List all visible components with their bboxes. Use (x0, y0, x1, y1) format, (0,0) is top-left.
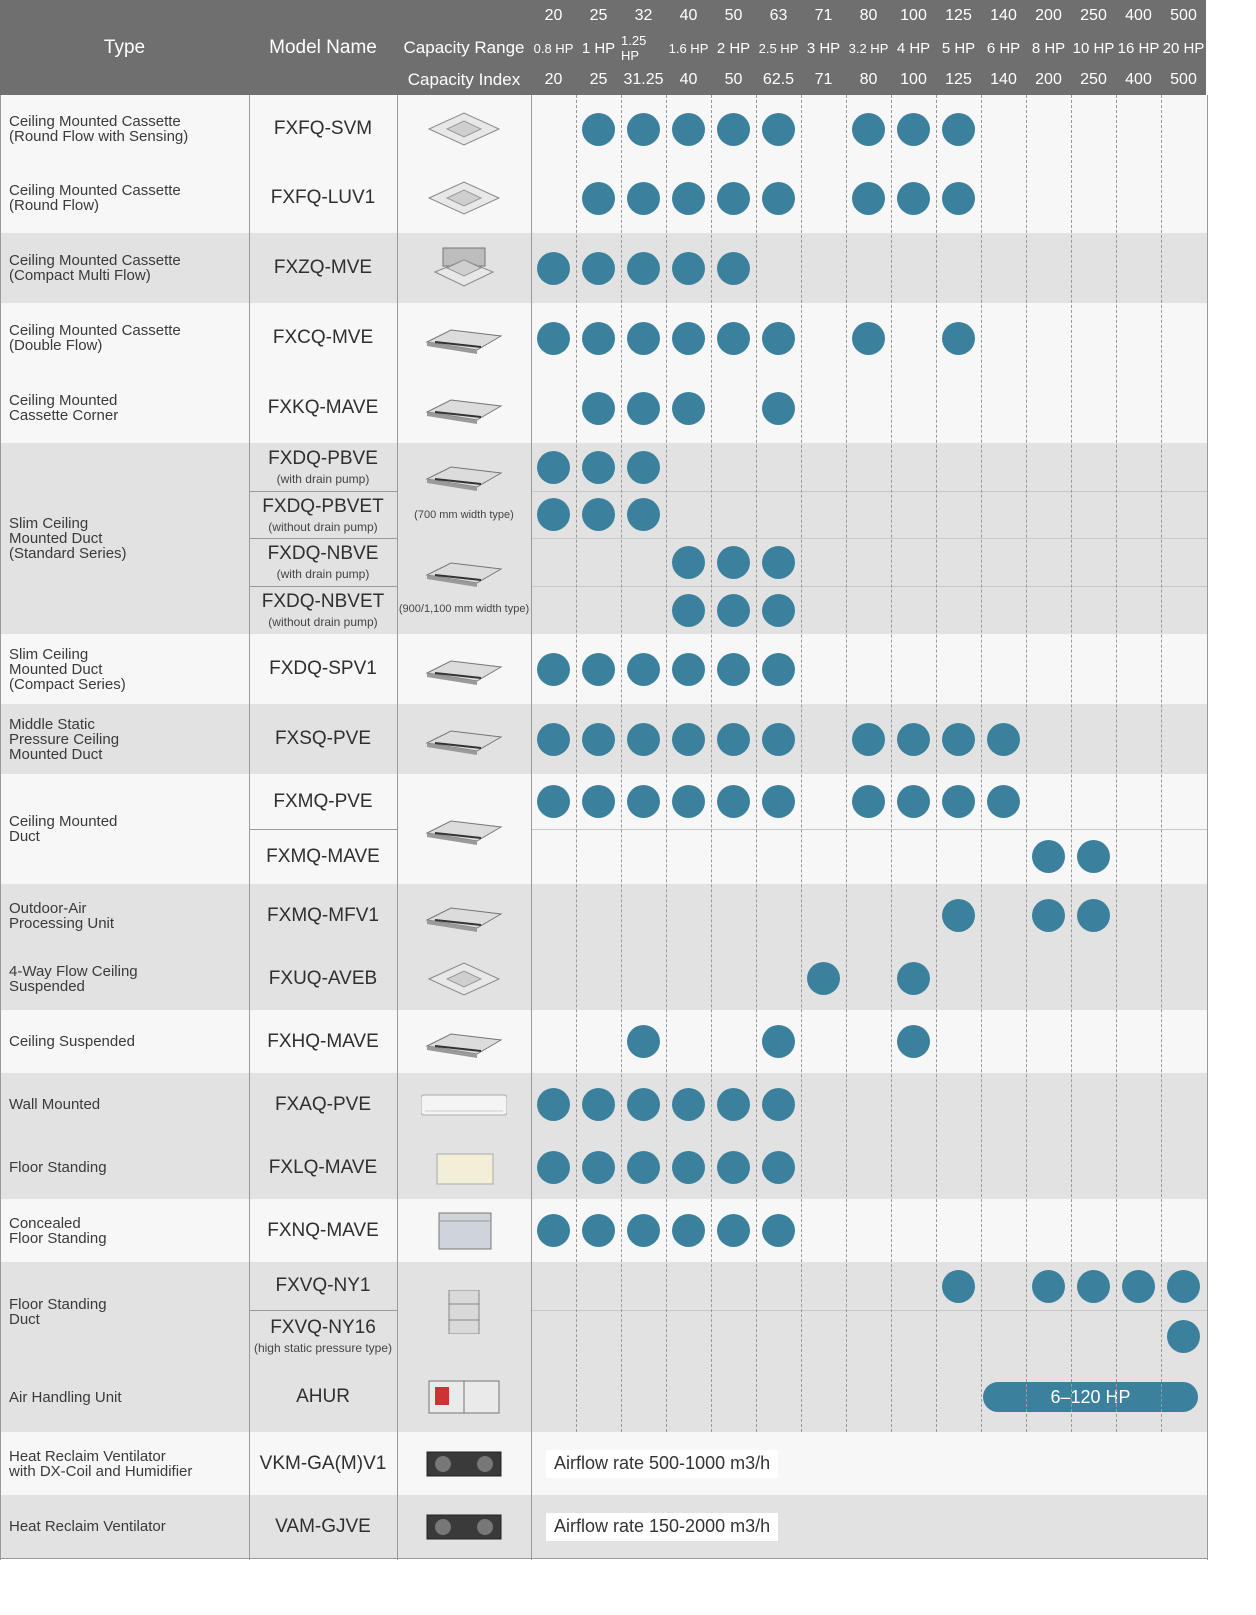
wall-mounted-icon (421, 1083, 507, 1127)
capacity-dot-32 (627, 723, 660, 756)
model-code: AHUR (296, 1386, 350, 1407)
capacity-dot-63 (762, 392, 795, 425)
capacity-dot-200 (1032, 840, 1065, 873)
device-type: Middle Static Pressure Ceiling Mounted Duct (9, 715, 120, 763)
capacity-dot-32 (627, 392, 660, 425)
slim-duct-compact-icon (421, 647, 507, 691)
capacity-dot-250 (1077, 1270, 1110, 1303)
model-name (249, 233, 397, 303)
column-divider (531, 95, 532, 1560)
model-code: FXFQ-LUV1 (270, 187, 376, 208)
capacity-dot-63 (762, 322, 795, 355)
four-way-suspended-icon (421, 957, 507, 1001)
model-code: FXAQ-PVE (274, 1093, 372, 1115)
model-code: FXDQ-PBVET (262, 495, 384, 517)
concealed-floor-icon (421, 1209, 507, 1253)
grid-line (756, 95, 757, 1432)
airflow-rate: Airflow rate 500-1000 m3/h (546, 1450, 778, 1478)
header-capacity-8: 100 (891, 0, 936, 32)
subrow-divider (249, 1310, 397, 1311)
header-index-6: 71 (801, 64, 846, 95)
header-hp-14: 20 HP (1161, 32, 1206, 64)
header-capacity-4: 50 (711, 0, 756, 32)
model-code: FXMQ-MAVE (266, 845, 380, 867)
column-divider (249, 95, 250, 1560)
capacity-dot-125 (942, 322, 975, 355)
header-hp-11: 8 HP (1026, 32, 1071, 64)
capacity-dot-125 (942, 723, 975, 756)
device-type: Ceiling Mounted Cassette Corner (9, 392, 119, 424)
subrow-divider (531, 586, 1208, 587)
device-type: Concealed Floor Standing (9, 1214, 107, 1247)
floor-standing-icon (421, 1146, 507, 1190)
capacity-dot-50 (717, 322, 750, 355)
capacity-dot-63 (762, 785, 795, 818)
header-model-name: Model Name (249, 0, 397, 95)
outdoor-air-unit-icon (421, 894, 507, 938)
capacity-dot-40 (672, 1151, 705, 1184)
header-capacity-12: 250 (1071, 0, 1116, 32)
capacity-dot-32 (627, 322, 660, 355)
grid-line (1116, 95, 1117, 1432)
header-capacity-9: 125 (936, 0, 981, 32)
device-type: Ceiling Mounted Duct (9, 813, 118, 845)
model-note: (without drain pump) (268, 615, 378, 629)
model-name (249, 884, 397, 947)
header-capacity-2: 32 (621, 0, 666, 32)
capacity-dot-20 (537, 451, 570, 484)
device-type: 4-Way Flow Ceiling Suspended (9, 962, 138, 995)
header-index-5: 62.5 (756, 64, 801, 95)
capacity-dot-50 (717, 723, 750, 756)
capacity-dot-32 (627, 1088, 660, 1121)
header-hp-4: 2 HP (711, 32, 756, 64)
capacity-dot-80 (852, 182, 885, 215)
model-code: FXFQ-SVM (273, 118, 373, 139)
grid-line (981, 95, 982, 1432)
slim-duct-icon (421, 549, 507, 593)
device-type: Heat Reclaim Ventilator (9, 1518, 166, 1535)
grid-line (576, 95, 577, 1432)
capacity-dot-140 (987, 785, 1020, 818)
model-name (249, 1199, 397, 1262)
header-index-10: 140 (981, 64, 1026, 95)
column-divider (1207, 95, 1208, 1560)
capacity-dot-125 (942, 1270, 975, 1303)
header-index-9: 125 (936, 64, 981, 95)
subrow-divider (249, 829, 397, 830)
capacity-dot-32 (627, 451, 660, 484)
capacity-dot-32 (627, 1214, 660, 1247)
model-note: (without drain pump) (268, 519, 378, 534)
capacity-dot-80 (852, 723, 885, 756)
capacity-dot-80 (852, 113, 885, 146)
grid-line (936, 95, 937, 1432)
capacity-dot-25 (582, 182, 615, 215)
header-index-3: 40 (666, 64, 711, 95)
capacity-dot-32 (627, 113, 660, 146)
capacity-dot-20 (537, 1214, 570, 1247)
capacity-dot-63 (762, 723, 795, 756)
grid-line (1161, 95, 1162, 1432)
model-name (249, 373, 397, 443)
device-type: Slim Ceiling Mounted Duct (Standard Series) (9, 515, 127, 562)
subrow-divider (249, 538, 397, 539)
model-code: FXSQ-PVE (274, 728, 372, 749)
model-name (249, 538, 397, 586)
capacity-dot-20 (537, 1088, 570, 1121)
heat-reclaim-icon (421, 1505, 507, 1549)
header-capacity-6: 71 (801, 0, 846, 32)
header-index-11: 200 (1026, 64, 1071, 95)
header-blank (397, 0, 531, 32)
capacity-dot-100 (897, 1025, 930, 1058)
capacity-dot-50 (717, 182, 750, 215)
capacity-dot-50 (717, 1088, 750, 1121)
capacity-dot-125 (942, 182, 975, 215)
capacity-dot-25 (582, 322, 615, 355)
header-capacity-1: 25 (576, 0, 621, 32)
capacity-dot-80 (852, 785, 885, 818)
capacity-dot-20 (537, 723, 570, 756)
model-name (249, 704, 397, 774)
model-code: FXDQ-PBVE (268, 448, 378, 469)
model-name (249, 1495, 397, 1558)
header-hp-8: 4 HP (891, 32, 936, 64)
model-name (249, 491, 397, 538)
capacity-dot-50 (717, 653, 750, 686)
header-index-13: 400 (1116, 64, 1161, 95)
capacity-dot-63 (762, 653, 795, 686)
capacity-dot-32 (627, 182, 660, 215)
device-type: Heat Reclaim Ventilator with DX-Coil and Humidifier (9, 1447, 193, 1480)
heat-reclaim-dx-icon (421, 1442, 507, 1486)
header-hp-12: 10 HP (1071, 32, 1116, 64)
capacity-dot-40 (672, 1088, 705, 1121)
slim-duct-icon (421, 453, 507, 497)
capacity-dot-32 (627, 1151, 660, 1184)
header-hp-1: 1 HP (576, 32, 621, 64)
capacity-dot-40 (672, 252, 705, 285)
model-code: FXDQ-NBVET (261, 591, 385, 612)
device-type: Ceiling Mounted Cassette (Compact Multi Flow) (9, 252, 181, 284)
capacity-dot-20 (537, 1151, 570, 1184)
header-index-12: 250 (1071, 64, 1116, 95)
model-code: VKM-GA(M)V1 (259, 1452, 387, 1474)
capacity-dot-25 (582, 392, 615, 425)
header-capacity-7: 80 (846, 0, 891, 32)
capacity-dot-500 (1167, 1270, 1200, 1303)
model-name (249, 303, 397, 373)
model-code: FXVQ-NY1 (275, 1275, 371, 1296)
model-name (249, 1262, 397, 1310)
capacity-dot-32 (627, 1025, 660, 1058)
capacity-dot-25 (582, 723, 615, 756)
capacity-dot-20 (537, 653, 570, 686)
model-name (249, 1432, 397, 1495)
model-name (249, 586, 397, 634)
capacity-dot-40 (672, 1214, 705, 1247)
header-capacity-14: 500 (1161, 0, 1206, 32)
capacity-dot-40 (672, 546, 705, 579)
capacity-dot-40 (672, 182, 705, 215)
model-name (249, 443, 397, 491)
model-code: FXLQ-MAVE (268, 1156, 378, 1178)
model-name (249, 1073, 397, 1136)
capacity-dot-40 (672, 594, 705, 627)
model-code: FXVQ-NY16 (270, 1317, 376, 1338)
capacity-dot-20 (537, 785, 570, 818)
capacity-dot-50 (717, 113, 750, 146)
capacity-dot-32 (627, 653, 660, 686)
double-flow-cassette-icon (421, 316, 507, 360)
capacity-dot-25 (582, 451, 615, 484)
capacity-dot-50 (717, 1151, 750, 1184)
header-type: Type (0, 0, 249, 95)
subrow-divider (249, 586, 397, 587)
capacity-dot-63 (762, 113, 795, 146)
ceiling-duct-icon (421, 807, 507, 851)
capacity-dot-25 (582, 1214, 615, 1247)
header-capacity-range: Capacity Range (397, 32, 531, 64)
subrow-divider (531, 538, 1208, 539)
capacity-dot-100 (897, 962, 930, 995)
header-index-8: 100 (891, 64, 936, 95)
round-cassette-icon (421, 176, 507, 220)
header-capacity-13: 400 (1116, 0, 1161, 32)
subrow-divider (249, 491, 397, 492)
header-index-1: 25 (576, 64, 621, 95)
capacity-dot-40 (672, 322, 705, 355)
capacity-dot-63 (762, 546, 795, 579)
capacity-dot-125 (942, 899, 975, 932)
device-type: Floor Standing Duct (9, 1296, 107, 1328)
grid-line (846, 95, 847, 1432)
capacity-dot-25 (582, 113, 615, 146)
device-type: Outdoor-Air Processing Unit (9, 899, 115, 932)
model-code: FXMQ-PVE (273, 790, 373, 812)
model-name (249, 774, 397, 829)
capacity-range-bar: 6–120 HP (983, 1382, 1198, 1412)
model-code: FXNQ-MAVE (267, 1219, 379, 1241)
capacity-dot-25 (582, 498, 615, 531)
header-hp-3: 1.6 HP (666, 32, 711, 64)
capacity-dot-250 (1077, 840, 1110, 873)
device-type: Floor Standing (9, 1159, 107, 1176)
capacity-dot-50 (717, 594, 750, 627)
capacity-dot-40 (672, 653, 705, 686)
model-code: FXCQ-MVE (272, 327, 374, 348)
device-type: Air Handling Unit (9, 1388, 122, 1406)
header-hp-7: 3.2 HP (846, 32, 891, 64)
capacity-dot-20 (537, 252, 570, 285)
middle-static-duct-icon (421, 717, 507, 761)
capacity-dot-25 (582, 785, 615, 818)
capacity-dot-20 (537, 322, 570, 355)
model-name (249, 634, 397, 704)
model-code: FXDQ-NBVE (267, 543, 379, 564)
capacity-dot-100 (897, 182, 930, 215)
capacity-dot-50 (717, 546, 750, 579)
model-note: (high static pressure type) (253, 1341, 393, 1355)
capacity-dot-40 (672, 785, 705, 818)
model-note: (with drain pump) (276, 472, 370, 486)
column-divider (397, 95, 398, 1560)
header-index-14: 500 (1161, 64, 1206, 95)
model-code: FXZQ-MVE (273, 257, 373, 278)
model-name (249, 1362, 397, 1432)
header-hp-2: 1.25 HP (621, 32, 666, 64)
capacity-dot-100 (897, 113, 930, 146)
model-name (249, 947, 397, 1010)
capacity-dot-32 (627, 785, 660, 818)
grid-line (1071, 95, 1072, 1432)
model-name (249, 829, 397, 884)
corner-cassette-icon (421, 386, 507, 430)
device-type: Ceiling Mounted Cassette (Round Flow) (9, 182, 181, 214)
airflow-rate: Airflow rate 150-2000 m3/h (546, 1513, 778, 1541)
capacity-dot-125 (942, 785, 975, 818)
model-name (249, 163, 397, 233)
grid-line (1026, 95, 1027, 1432)
round-cassette-icon (421, 107, 507, 151)
capacity-dot-25 (582, 1151, 615, 1184)
capacity-dot-50 (717, 785, 750, 818)
model-note: (with drain pump) (276, 567, 370, 581)
grid-line (666, 95, 667, 1432)
capacity-dot-71 (807, 962, 840, 995)
model-code: VAM-GJVE (275, 1515, 371, 1537)
ceiling-suspended-icon (421, 1020, 507, 1064)
model-name (249, 1010, 397, 1073)
capacity-dot-40 (672, 723, 705, 756)
header-index-4: 50 (711, 64, 756, 95)
grid-line (801, 95, 802, 1432)
capacity-dot-63 (762, 594, 795, 627)
header-index-2: 31.25 (621, 64, 666, 95)
capacity-dot-200 (1032, 899, 1065, 932)
device-type: Wall Mounted (9, 1096, 101, 1113)
capacity-dot-250 (1077, 899, 1110, 932)
device-type: Ceiling Mounted Cassette (Double Flow) (9, 322, 181, 354)
header-hp-5: 2.5 HP (756, 32, 801, 64)
row-divider (0, 1558, 1208, 1559)
capacity-dot-25 (582, 653, 615, 686)
capacity-dot-50 (717, 1214, 750, 1247)
capacity-dot-200 (1032, 1270, 1065, 1303)
capacity-dot-40 (672, 392, 705, 425)
image-caption: (900/1,100 mm width type) (398, 603, 530, 615)
capacity-dot-32 (627, 498, 660, 531)
capacity-dot-25 (582, 1088, 615, 1121)
header-hp-9: 5 HP (936, 32, 981, 64)
device-type: Ceiling Mounted Cassette (Round Flow with Sensing) (9, 113, 189, 145)
model-name (249, 95, 397, 163)
header-hp-13: 16 HP (1116, 32, 1161, 64)
model-code: FXHQ-MAVE (267, 1030, 379, 1052)
header-capacity-index: Capacity Index (397, 64, 531, 95)
capacity-dot-100 (897, 723, 930, 756)
capacity-dot-63 (762, 1025, 795, 1058)
grid-line (621, 95, 622, 1432)
model-code: FXMQ-MFV1 (267, 904, 379, 926)
header-hp-10: 6 HP (981, 32, 1026, 64)
subrow-divider (531, 829, 1208, 830)
header-hp-6: 3 HP (801, 32, 846, 64)
capacity-dot-25 (582, 252, 615, 285)
header-capacity-0: 20 (531, 0, 576, 32)
floor-standing-duct-icon (421, 1290, 507, 1334)
capacity-dot-40 (672, 113, 705, 146)
model-name (249, 1136, 397, 1199)
capacity-dot-63 (762, 1088, 795, 1121)
header-capacity-11: 200 (1026, 0, 1071, 32)
capacity-dot-400 (1122, 1270, 1155, 1303)
air-handling-unit-icon (421, 1375, 507, 1419)
capacity-dot-80 (852, 322, 885, 355)
header-capacity-5: 63 (756, 0, 801, 32)
capacity-dot-63 (762, 1151, 795, 1184)
capacity-dot-125 (942, 113, 975, 146)
grid-line (711, 95, 712, 1432)
model-name (249, 1310, 397, 1362)
compact-cassette-icon (421, 246, 507, 290)
subrow-divider (531, 491, 1208, 492)
column-divider (0, 95, 1, 1560)
header-capacity-3: 40 (666, 0, 711, 32)
subrow-divider (531, 1310, 1208, 1311)
model-code: FXDQ-SPV1 (269, 658, 377, 679)
capacity-dot-63 (762, 182, 795, 215)
header-index-0: 20 (531, 64, 576, 95)
capacity-dot-20 (537, 498, 570, 531)
header-capacity-10: 140 (981, 0, 1026, 32)
device-type: Slim Ceiling Mounted Duct (Compact Series) (9, 645, 126, 693)
capacity-dot-500 (1167, 1320, 1200, 1353)
capacity-dot-140 (987, 723, 1020, 756)
header-hp-0: 0.8 HP (531, 32, 576, 64)
model-code: FXUQ-AVEB (268, 967, 378, 989)
device-type: Ceiling Suspended (9, 1033, 135, 1050)
grid-line (891, 95, 892, 1432)
image-caption: (700 mm width type) (414, 509, 514, 521)
capacity-dot-100 (897, 785, 930, 818)
capacity-dot-63 (762, 1214, 795, 1247)
header-index-7: 80 (846, 64, 891, 95)
capacity-dot-50 (717, 252, 750, 285)
model-code: FXKQ-MAVE (267, 397, 379, 418)
capacity-dot-32 (627, 252, 660, 285)
